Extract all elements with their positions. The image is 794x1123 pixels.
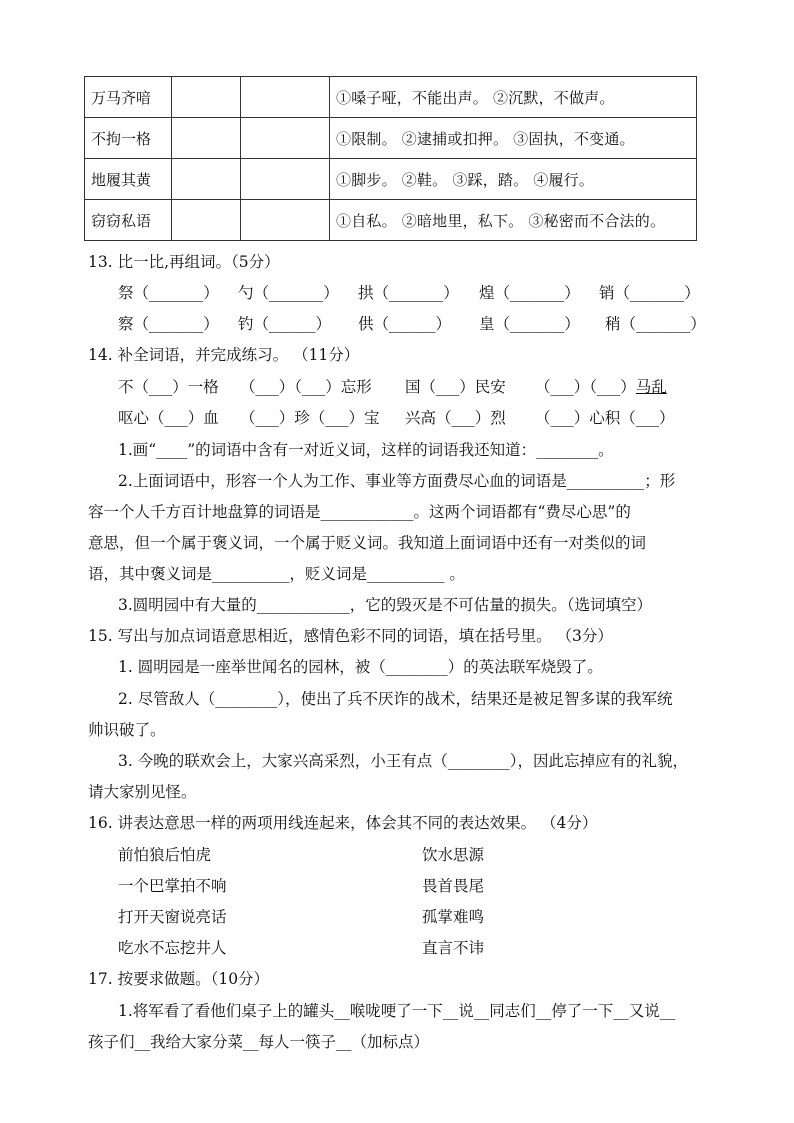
q14-title: 14. 补全词语，并完成练习。 （11分） <box>88 346 360 364</box>
table-row <box>85 200 697 241</box>
q13-item[interactable]: 祭（_______） <box>118 284 219 302</box>
q14-item[interactable]: 国（___）民安 <box>405 378 506 396</box>
q14-item[interactable]: （___）珍（___）宝 <box>240 409 380 427</box>
q14-item[interactable]: 呕心（___）血 <box>118 409 219 427</box>
q14-line: 容一个人千方百计地盘算的词语是____________。这两个词语都有“费尽心思”的 <box>88 503 631 521</box>
answer-cell[interactable] <box>172 200 241 241</box>
q13-item[interactable]: 钓（______） <box>238 315 332 333</box>
q16-title: 16. 讲表达意思一样的两项用线连起来，体会其不同的表达效果。 （4分） <box>88 814 598 832</box>
answer-cell[interactable] <box>172 118 241 159</box>
table-meaning: ①嗓子哑，不能出声。 ②沉默，不做声。 <box>330 77 697 118</box>
q13-item[interactable]: 煌（_______） <box>479 284 580 302</box>
table-row <box>85 159 697 200</box>
q15-line: 3. 今晚的联欢会上，大家兴高采烈，小王有点（________），因此忘掉应有的礼貌， <box>118 752 688 770</box>
q13-item[interactable]: 销（_______） <box>599 284 700 302</box>
q14-line: 2.上面词语中，形容一个人为工作、事业等方面费尽心血的词语是__________；形 <box>118 472 676 490</box>
q13-item[interactable]: 稍（_______） <box>605 315 706 333</box>
q14-line: 意思，但一个属于褒义词，一个属于贬义词。我知道上面词语中还有一对类似的词 <box>88 534 647 552</box>
q15-line: 请大家别见怪。 <box>88 783 197 801</box>
table-meaning: ①自私。 ②暗地里，私下。 ③秘密而不合法的。 <box>330 200 697 241</box>
q13-item[interactable]: 供（______） <box>358 315 452 333</box>
q14-line: 语，其中褒义词是__________，贬义词是__________ 。 <box>88 565 465 583</box>
answer-cell[interactable] <box>241 77 330 118</box>
q16-left-item[interactable]: 一个巴掌拍不响 <box>118 877 227 895</box>
table-row <box>85 77 697 118</box>
q17-title: 17. 按要求做题。（10分） <box>88 970 270 988</box>
table-word: 万马齐喑 <box>85 77 172 118</box>
answer-cell[interactable] <box>172 159 241 200</box>
q15-line: 2. 尽管敌人（________），使出了兵不厌诈的战术，结果还是被足智多谋的我军统 <box>118 690 673 708</box>
q16-right-item[interactable]: 孤掌难鸣 <box>422 908 485 926</box>
q17-line: 孩子们__我给大家分菜__每人一筷子__（加标点） <box>88 1033 430 1051</box>
q17-line: 1.将军看了看他们桌子上的罐头__喉咙哽了一下__说__同志们__停了一下__又说__ <box>118 1002 676 1020</box>
q16-left-item[interactable]: 吃水不忘挖井人 <box>118 939 227 957</box>
answer-cell[interactable] <box>241 118 330 159</box>
table-meaning: ①限制。 ②逮捕或扣押。 ③固执，不变通。 <box>330 118 697 159</box>
q13-title: 13. 比一比,再组词。（5分） <box>88 253 280 271</box>
q14-item[interactable]: （___）（___）忘形 <box>240 378 372 396</box>
q13-item[interactable]: 勺（_______） <box>238 284 339 302</box>
q13-item[interactable]: 察（_______） <box>118 315 219 333</box>
q14-item[interactable] <box>535 377 667 397</box>
q16-right-item[interactable]: 饮水思源 <box>422 846 485 864</box>
q14-item-blanks: （___）（___） <box>535 378 636 396</box>
q16-right-item[interactable]: 畏首畏尾 <box>422 877 485 895</box>
q16-right-item[interactable]: 直言不讳 <box>422 939 485 957</box>
table-row <box>85 118 697 159</box>
q14-line: 1.画“____”的词语中含有一对近义词，这样的词语我还知道：________。 <box>118 441 614 459</box>
q14-item[interactable]: （___）心积（___） <box>535 409 675 427</box>
vocab-table <box>84 76 697 241</box>
underlined-word: 马乱 <box>635 378 667 396</box>
q14-line: 3.圆明园中有大量的____________，它的毁灭是不可估量的损失。（选词填空） <box>118 596 653 614</box>
q15-line: 1. 圆明园是一座举世闻名的园林，被（________）的英法联军烧毁了。 <box>118 658 603 676</box>
q15-title: 15. 写出与加点词语意思相近，感情色彩不同的词语，填在括号里。 （3分） <box>88 627 613 645</box>
q15-line: 帅识破了。 <box>88 721 166 739</box>
answer-cell[interactable] <box>172 77 241 118</box>
table-word: 窃窃私语 <box>85 200 172 241</box>
q14-item[interactable]: 兴高（___）烈 <box>405 409 506 427</box>
q13-item[interactable]: 拱（_______） <box>358 284 459 302</box>
table-word: 地履其黄 <box>85 159 172 200</box>
q16-left-item[interactable]: 前怕狼后怕虎 <box>118 846 212 864</box>
q14-item[interactable]: 不（___）一格 <box>118 378 219 396</box>
answer-cell[interactable] <box>241 200 330 241</box>
table-word: 不拘一格 <box>85 118 172 159</box>
answer-cell[interactable] <box>241 159 330 200</box>
q16-left-item[interactable]: 打开天窗说亮话 <box>118 908 227 926</box>
table-meaning: ①脚步。 ②鞋。 ③踩，踏。 ④履行。 <box>330 159 697 200</box>
q13-item[interactable]: 皇（_______） <box>479 315 580 333</box>
